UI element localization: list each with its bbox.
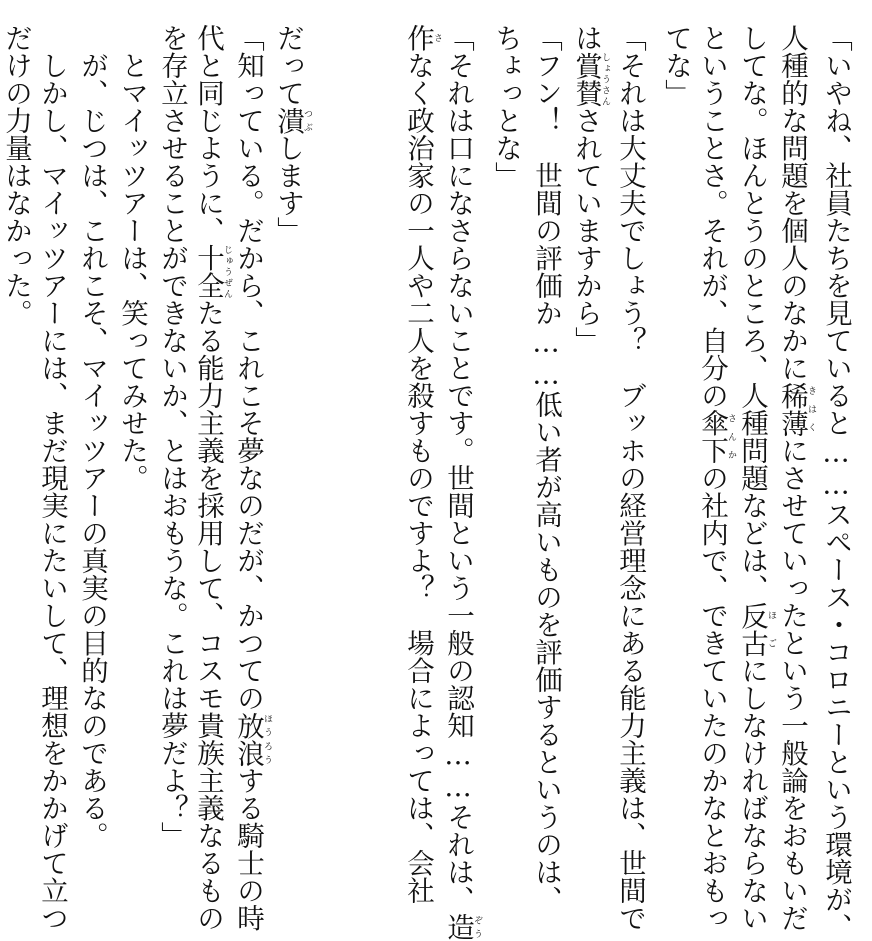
- text-column: は賞賛しょうさんされていますから」: [570, 24, 610, 354]
- furigana: ほご: [766, 601, 776, 657]
- furigana: さんか: [726, 409, 736, 464]
- text-column: 「いやね、社員たちを見ていると……スペース・コロニーという環境が、: [820, 24, 852, 941]
- furigana: きはく: [806, 381, 816, 437]
- text-column: だけの力量はなかった。: [0, 24, 32, 327]
- text-column: 人種的な問題を個人のなかに稀薄きはくにさせていったという一般論をおもいだ: [776, 24, 816, 932]
- text-column: とマイッツアーは、笑ってみせた。: [116, 24, 148, 492]
- text-column: が、じつは、これこそ、マイッツアーの真実の目的なのである。: [76, 24, 108, 849]
- text-column: だって潰つぶします」: [272, 24, 312, 244]
- furigana: さ: [432, 24, 442, 52]
- furigana: しょうさん: [600, 51, 610, 107]
- text-column: ということさ。それが、自分の傘下さんかの社内で、できていたのかなとおもっ: [696, 24, 736, 932]
- furigana: つぶ: [302, 106, 312, 134]
- text-column: しかし、マイッツアーには、まだ現実にたいして、理想をかかげて立つ: [36, 24, 68, 932]
- furigana: ほうろう: [262, 711, 272, 767]
- furigana: じゅうぜん: [222, 244, 232, 299]
- text-column: ちょっとな」: [490, 24, 522, 189]
- text-column: 「フン！ 世間の評価か……低い者が高いものを評価するというのは、: [530, 24, 562, 913]
- text-column: 作さなく政治家の一人や二人を殺すものですよ？ 場合によっては、会社: [402, 24, 442, 904]
- text-column: てな」: [660, 24, 692, 107]
- furigana: ぞう: [472, 913, 482, 941]
- text-column: 「知っている。だから、これこそ夢なのだが、かつての放浪ほうろうする騎士の時: [232, 24, 272, 932]
- text-column: を存立させることができないか、とはおもうな。これは夢だよ？」: [156, 24, 188, 849]
- text-column: してな。ほんとうのところ、人種問題などは、反古ほごにしなければならない: [736, 24, 776, 932]
- text-column: 代と同じように、十全じゅうぜんたる能力主義を採用して、コスモ貴族主義なるもの: [192, 24, 232, 932]
- text-column: 「それは口になさらないことです。世間という一般の認知……それは、造ぞう: [442, 24, 482, 941]
- text-column: 「それは大丈夫でしょう？ ブッホの経営理念にある能力主義は、世間で: [614, 24, 646, 932]
